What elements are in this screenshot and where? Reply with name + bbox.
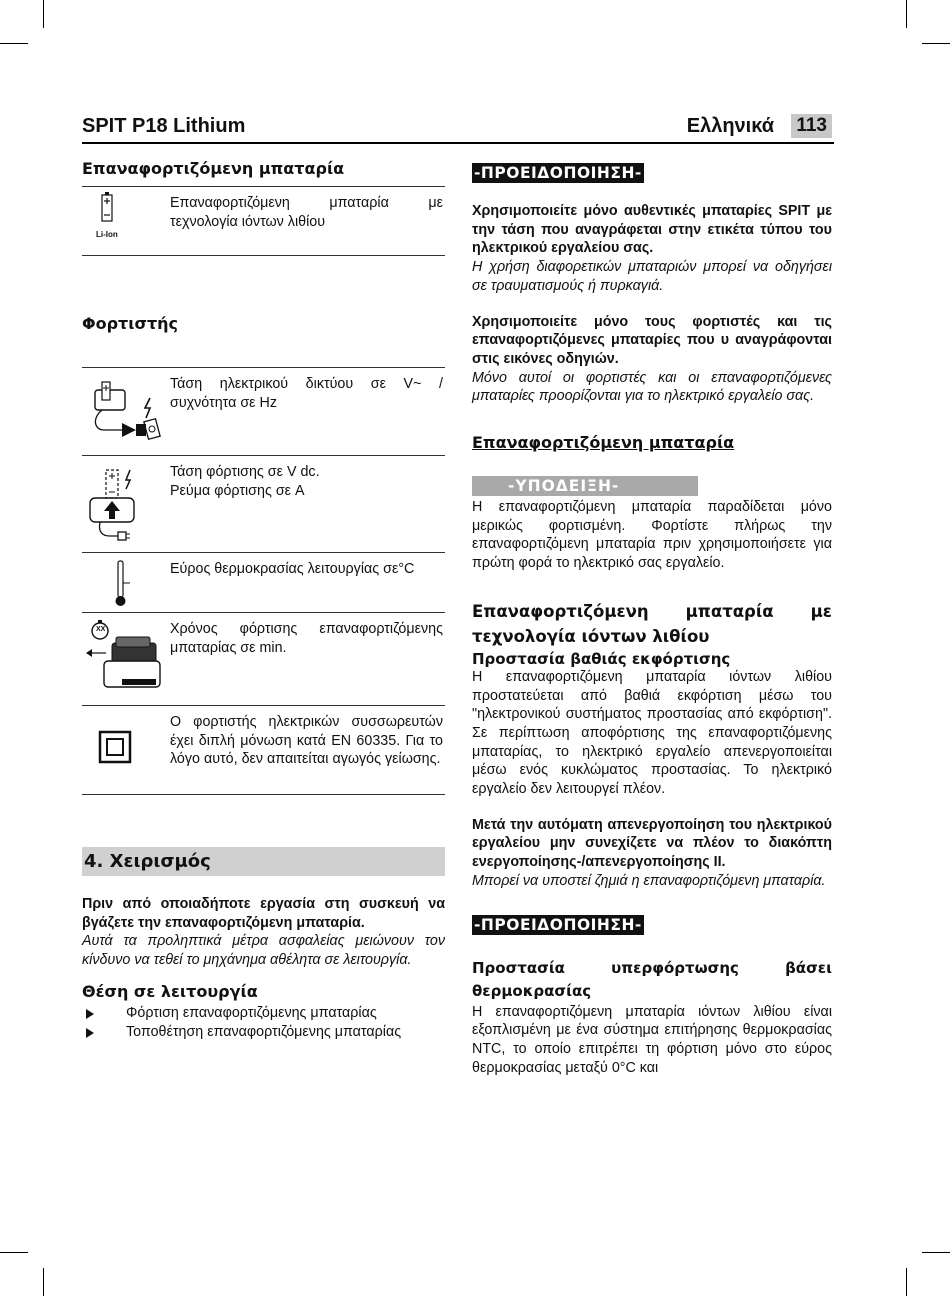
page-header — [82, 113, 834, 143]
battery-section-title-right: Επαναφορτιζόμενη μπαταρία — [472, 433, 735, 453]
auto-shutoff-bold: Μετά την αυτόματη απενεργοποίηση του ηλεκτρικού εργαλείου μην συνεχίζετε να πλέον το διακόπτη ενεργοποίησης-/απενεργοποίησης II. — [472, 816, 832, 871]
charger-spec-table — [82, 367, 445, 795]
warning-1-italic: Η χρήση διαφορετικών μπαταριών μπορεί να οδηγήσει σε τραυματισμούς ή πυρκαγιά. — [472, 259, 832, 294]
double-insulation-icon — [82, 706, 170, 794]
left-column — [82, 150, 445, 1041]
list-item: Φόρτιση επαναφορτιζόμενης μπαταρίας — [82, 1004, 445, 1023]
battery-spec-table — [82, 186, 445, 256]
temperature-range-text: Εύρος θερμοκρασίας λειτουργίας σε°C — [170, 561, 415, 577]
warning-1-bold: Χρησιμοποιείτε μόνο αυθεντικές μπαταρίες SPIT με την τάση που αναγράφεται στην ετικέτα τύπου του ηλεκτρικού εργαλείου σας. — [472, 203, 832, 257]
startup-section-title: Θέση σε λειτουργία — [82, 981, 258, 1001]
spec-row — [82, 553, 445, 613]
operation-section-banner: 4. Χειρισμός — [82, 847, 445, 876]
note-text: Η επαναφορτιζόμενη μπαταρία παραδίδεται μόνο μερικώς φορτισμένη. Φορτίστε πλήρως την επαναφορτιζόμενη μπαταρία πριν χρησιμοποιήσετε για πρώτη φορά το ηλεκτρικό σας εργαλείο. — [472, 499, 832, 572]
battery-description: Επαναφορτιζόμενη μπαταρία με τεχνολογία ιόντων λιθίου — [170, 195, 443, 230]
crop-mark — [0, 1252, 28, 1253]
spec-row — [82, 368, 445, 456]
deep-discharge-text: Η επαναφορτιζόμενη μπαταρία ιόντων λιθίου προστατεύεται από βαθιά εκφόρτιση μέσω του "ηλεκτρονικού συστήματος προστασίας από εκφόρτιση". Σε περίπτωση αποφόρτισης της επαναφορτιζόμενης μπαταρίας, το ηλεκτρικό εργαλείο απενεργοποιείται μέσω ενός κυκλώματος προστασίας. Το ηλεκτρικό εργαλείο δεν λειτουργεί πλέον. — [472, 668, 832, 798]
warning-badge: -ΠΡΟΕΙΔΟΠΟΙΗΣΗ- — [474, 915, 642, 934]
operation-warning-italic: Αυτά τα προληπτικά μέτρα ασφαλείας μειώνουν τον κίνδυνο να τεθεί το μηχάνημα αθέλητα σε λειτουργία. — [82, 933, 445, 969]
overload-protection-title: Προστασία υπερφόρτωσης βάσει θερμοκρασίας — [472, 958, 832, 1000]
right-column — [472, 150, 832, 1077]
deep-discharge-title: Προστασία βαθιάς εκφόρτισης — [472, 649, 731, 668]
startup-list — [82, 1004, 445, 1041]
charging-output-icon — [82, 456, 170, 552]
spec-row — [82, 456, 445, 553]
crop-mark — [43, 0, 44, 28]
thermometer-icon — [82, 553, 170, 612]
battery-icon-label: Li-Ion — [96, 230, 118, 239]
battery-section-title: Επαναφορτιζόμενη μπαταρία — [82, 159, 345, 178]
page-number: 113 — [791, 114, 832, 138]
warning-2-bold: Χρησιμοποιείτε μόνο τους φορτιστές και τις επαναφορτιζόμενες μπαταρίες που υ αναγράφονται στις εικόνες οδηγιών. — [472, 313, 832, 367]
timer-icon-label: XX — [96, 626, 106, 633]
list-item: Τοποθέτηση επαναφορτιζόμενης μπαταρίας — [82, 1023, 445, 1042]
overload-protection-text: Η επαναφορτιζόμενη μπαταρία ιόντων λιθίου είναι εξοπλισμένη με ένα σύστημα επιτήρησης θερμοκρασίας NTC, το οποίο επιτρέπει τη φόρτιση μόνο στο εύρος θερμοκρασίας μεταξύ 0°C και — [472, 1003, 832, 1076]
crop-mark — [906, 1268, 907, 1296]
warning-badge: -ΠΡΟΕΙΔΟΠΟΙΗΣΗ- — [474, 164, 642, 182]
mains-voltage-text: Τάση ηλεκτρικού δικτύου σε V~ / συχνότητα σε Hz — [170, 376, 443, 411]
charger-section-title: Φορτιστής — [82, 314, 179, 333]
crop-mark — [922, 1252, 950, 1253]
spec-row — [82, 187, 445, 256]
spec-row — [82, 706, 445, 795]
battery-icon — [82, 187, 170, 255]
document-title: SPIT P18 Lithium — [82, 115, 246, 137]
language-label: Ελληνικά — [686, 115, 774, 137]
crop-mark — [906, 0, 907, 28]
header-rule — [82, 142, 834, 144]
charging-current-text: Ρεύμα φόρτισης σε A — [170, 482, 305, 499]
operation-warning-bold: Πριν από οποιαδήποτε εργασία στη συσκευή να βγάζετε την επαναφορτιζόμενη μπαταρία. — [82, 896, 445, 931]
crop-mark — [43, 1268, 44, 1296]
charging-voltage-text: Τάση φόρτισης σε V dc. — [170, 464, 320, 480]
liion-section-title: Επαναφορτιζόμενη μπαταρία με τεχνολογία ιόντων λιθίου — [472, 601, 832, 646]
double-insulation-text: Ο φορτιστής ηλεκτρικών συσσωρευτών έχει διπλή μόνωση κατά EN 60335. Για το λόγο αυτό, δεν απαιτείται αγωγός γείωσης. — [170, 714, 443, 768]
charging-time-icon — [82, 613, 170, 705]
note-badge: -ΥΠΟΔΕΙΞΗ- — [472, 476, 698, 496]
crop-mark — [922, 43, 950, 44]
spec-row — [82, 613, 445, 706]
mains-charger-icon — [82, 368, 170, 455]
warning-2-italic: Μόνο αυτοί οι φορτιστές και οι επαναφορτιζόμενες μπαταρίες προορίζονται για το ηλεκτρικό εργαλείο σας. — [472, 369, 832, 405]
charging-time-text: Χρόνος φόρτισης επαναφορτιζόμενης μπαταρίας σε min. — [170, 621, 443, 656]
charging-output-text — [170, 456, 445, 552]
crop-mark — [0, 43, 28, 44]
auto-shutoff-italic: Μπορεί να υποστεί ζημιά η επαναφορτιζόμενη μπαταρία. — [472, 872, 826, 889]
